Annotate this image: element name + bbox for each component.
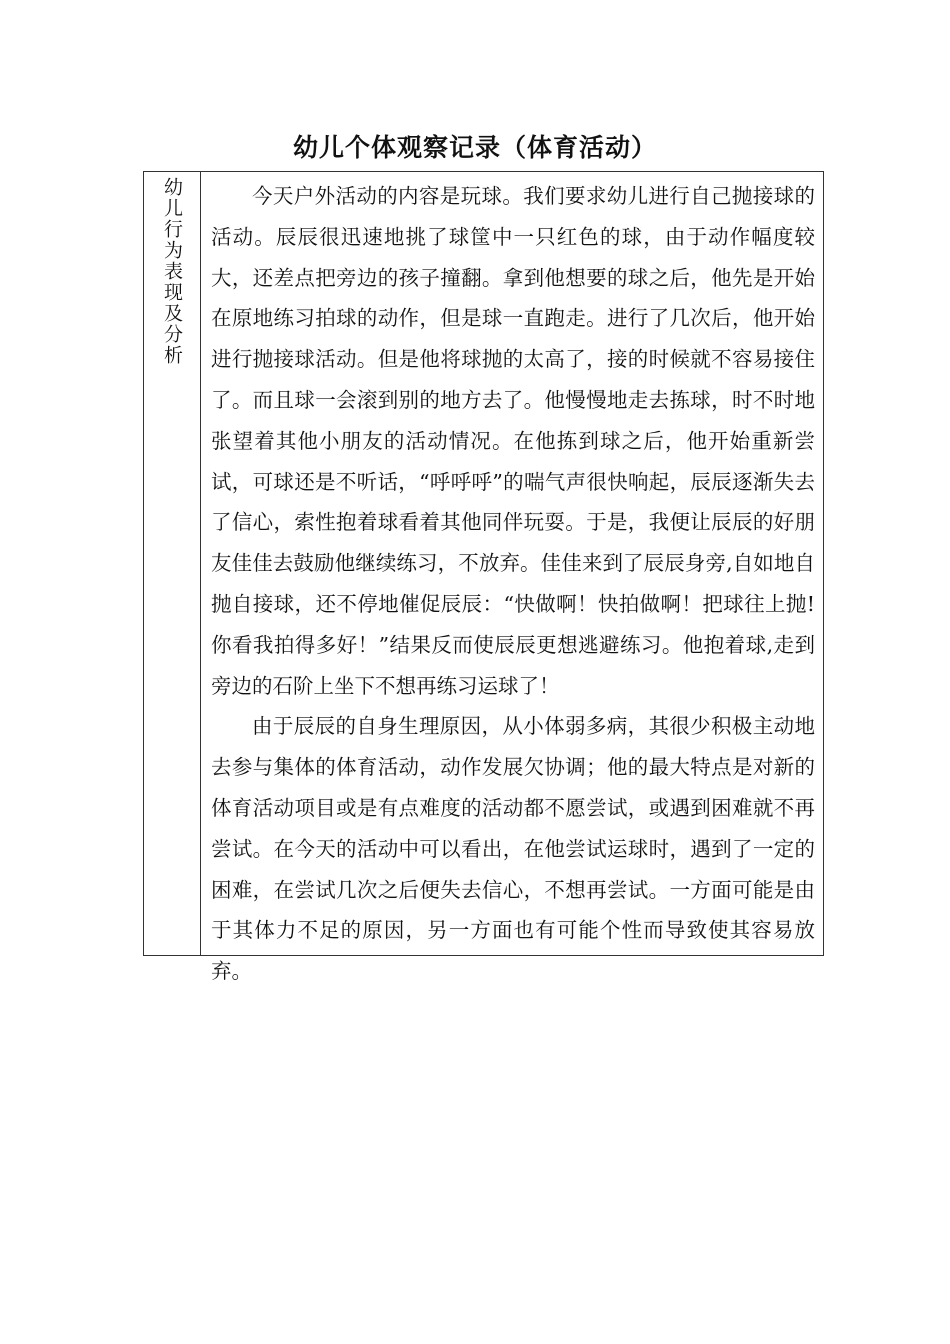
row-label-cell: [144, 172, 201, 955]
page-title: 幼儿个体观察记录（体育活动）: [292, 133, 657, 162]
content-cell: [201, 172, 823, 984]
observation-table: [143, 171, 824, 984]
observation-paragraph: 今天户外活动的内容是玩球。我们要求幼儿进行自己抛接球的活动。辰辰很迅速地挑了球筐中一只红色的球，由于动作幅度较大，还差点把旁边的孩子撞翻。拿到他想要的球之后，他先是开始在原地练习拍球的动作，但是球一直跑走。进行了几次后，他开始进行抛接球活动。但是他将球抛的太高了，接的时候就不容易接住了。而且球一会滚到别的地方去了。他慢慢地走去拣球，时不时地张望着其他小朋友的活动情况。在他拣到球之后，他开始重新尝试，可球还是不听话，“呼呼呼”的喘气声很快响起，辰辰逐渐失去了信心，索性抱着球看着其他同伴玩耍。于是，我便让辰辰的好朋友佳佳去鼓励他继续练习，不放弃。佳佳来到了辰辰身旁,自如地自抛自接球，还不停地催促辰辰：“快做啊！快拍做啊！把球往上抛!你看我拍得多好！”结果反而使辰辰更想逃避练习。他抱着球,走到旁边的石阶上坐下不想再练习运球了！: [211, 184, 815, 698]
analysis-paragraph: 由于辰辰的自身生理原因，从小体弱多病，其很少积极主动地去参与集体的体育活动，动作发展欠协调；他的最大特点是对新的体育活动项目或是有点难度的活动都不愿尝试，或遇到困难就不再尝试。在今天的活动中可以看出，在他尝试运球时，遇到了一定的困难，在尝试几次之后便失去信心，不想再尝试。一方面可能是由于其体力不足的原因，另一方面也有可能个性而导致使其容易放弃。: [211, 714, 815, 984]
row-label: 幼儿行为表现及分析: [161, 177, 183, 366]
